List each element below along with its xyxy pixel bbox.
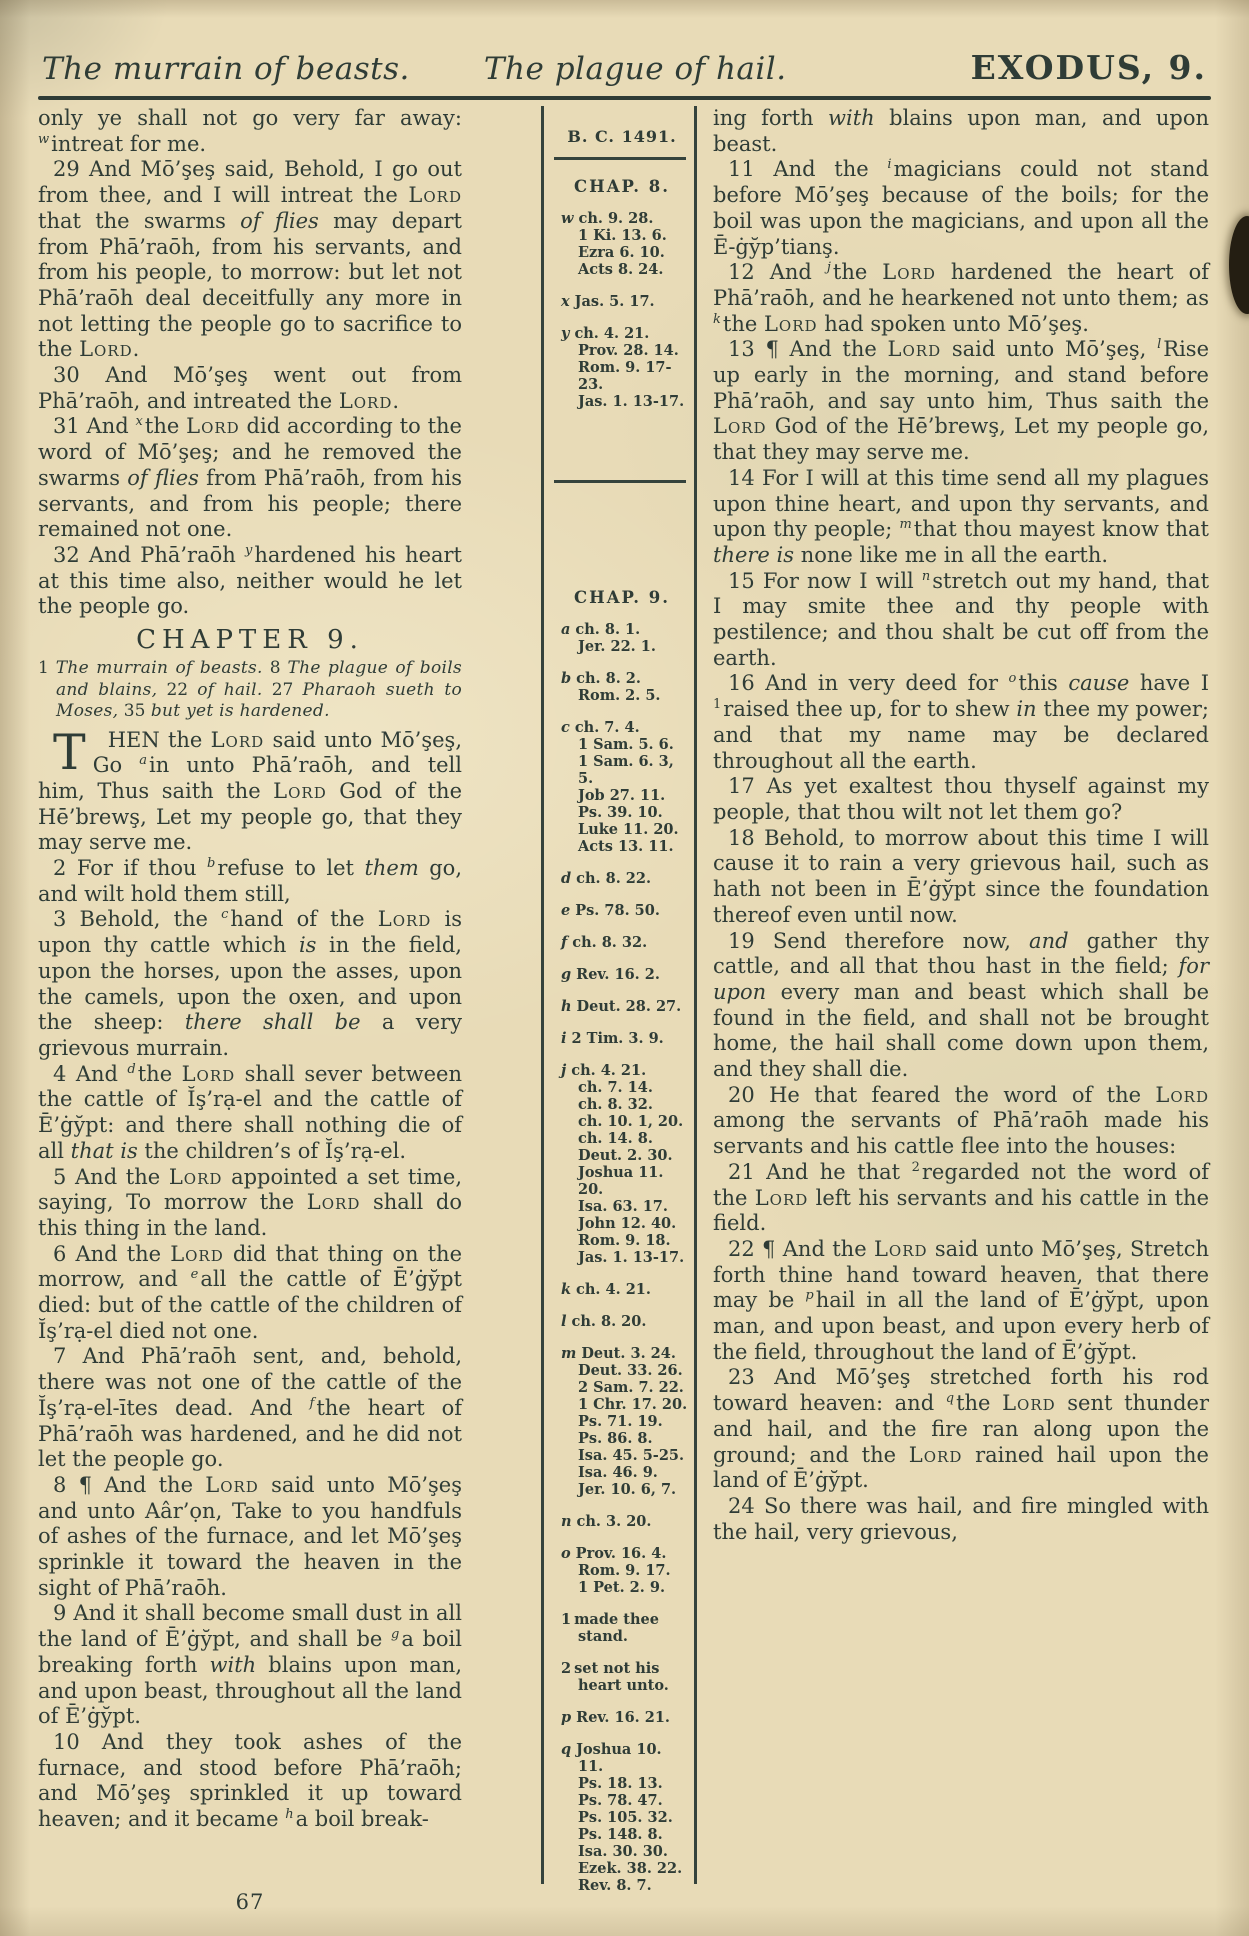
reference-key: x <box>561 293 570 310</box>
margin-ref-marker: e <box>190 1267 199 1283</box>
margin-ref-marker: d <box>127 1061 136 1077</box>
reference-lines: Deut. 28. 27. <box>576 998 682 1015</box>
spacer <box>554 410 690 468</box>
reference-key: y <box>561 325 570 342</box>
reference-key: d <box>561 870 572 887</box>
reference-key: m <box>561 1345 577 1362</box>
reference-lines: set not his heart unto. <box>574 1660 669 1694</box>
margin-ref-marker: 1 <box>713 697 722 713</box>
cross-reference-column <box>541 106 697 1894</box>
verse-paragraph: 12 And $^j$the Lord hardened the heart of Phā’raōh, and he hearkened not unto them; as $^k$the Lord had spoken unto Mō’şeş. <box>713 260 1209 336</box>
cross-reference-entry <box>554 1545 690 1596</box>
verse-paragraph: 3 Behold, the $^c$hand of the Lord is upon thy cattle which is in the field, upon the horses, upon the asses, upon the camels, upon the oxen, and upon the sheep: there shall be a very grievous murrain. <box>38 907 463 1060</box>
margin-ref-marker: j <box>826 260 831 276</box>
right-text-column <box>713 106 1209 1884</box>
verse-paragraph: 7 And Phā’raōh sent, and, behold, there was not one of the cattle of the Ĭş’rạ-el-ītes dead. And $^f$the heart of Phā’raōh was hardened, and he did not let the people go. <box>38 1344 462 1472</box>
column-divider-rule <box>554 157 686 160</box>
chapter-ref-heading: CHAP. 8. <box>574 177 670 196</box>
verse-paragraph: 2 For if thou $^b$refuse to let them go, and wilt hold them still, <box>38 856 462 906</box>
header-rule <box>38 96 1211 100</box>
reference-lines: ch. 4. 21. <box>576 1281 651 1298</box>
margin-ref-marker: x <box>135 414 143 430</box>
cross-reference-entry <box>554 902 690 919</box>
reference-lines: ch. 8. 22. <box>576 870 652 887</box>
reference-lines: ch. 3. 20. <box>576 1513 652 1530</box>
reference-lines: ch. 8. 2. Rom. 2. 5. <box>576 670 661 704</box>
reference-key: a <box>561 621 571 638</box>
reference-key: 1 <box>561 1611 572 1628</box>
verse-paragraph: 4 And $^d$the Lord shall sever between the cattle of Ĭş’rạ-el and the cattle of Ē’ġy̆pt: and there shall nothing die of all that is the children’s of Ĭş’rạ-el. <box>38 1061 462 1163</box>
chapter-heading: CHAPTER 9. <box>136 625 364 656</box>
verse-paragraph: 23 And Mō’şeş stretched forth his rod toward heaven: and $^q$the Lord sent thunder and hail, and the fire ran along upon the ground; and the Lord rained hail upon the land of Ē’ġy̆pt. <box>713 1365 1209 1493</box>
verse-paragraph: 15 For now I will $^n$stretch out my hand, that I may smite thee and thy people with pestilence; and thou shalt be cut off from the earth. <box>713 568 1210 670</box>
cross-reference-entry <box>554 1513 690 1530</box>
verse-paragraph: 21 And he that $^2$regarded not the word of the Lord left his servants and his cattle in the field. <box>713 1159 1209 1236</box>
verse-paragraph: 10 And they took ashes of the furnace, and stood before Phā’raōh; and Mō’şeş sprinkled it up toward heaven; and it became $^h$a boil break- <box>38 1729 462 1832</box>
verse-paragraph: 32 And Phā’raōh $^y$hardened his heart at this time also, neither would he let the people go. <box>38 542 462 619</box>
cross-reference-entry <box>554 621 690 655</box>
verse-paragraph: 19 Send therefore now, and gather thy cattle, and all that thou hast in the field; for upon every man and beast which shall be found in the field, and shall not be brought home, the hail shall come down upon them, and they shall die. <box>713 928 1209 1082</box>
margin-ref-marker: 2 <box>911 1159 920 1175</box>
verse-paragraph: ing forth with blains upon man, and upon beast. <box>713 106 1210 156</box>
reference-key: k <box>561 1281 572 1298</box>
margin-ref-marker: a <box>139 753 148 769</box>
margin-ref-marker: k <box>713 311 721 327</box>
margin-ref-marker: o <box>1008 671 1017 687</box>
margin-ref-marker: b <box>207 856 216 872</box>
cross-reference-entry <box>554 1030 690 1047</box>
verse-paragraph: 9 And it shall become small dust in all the land of Ē’ġy̆pt, and shall be $^g$a boil breaking forth with blains upon man, and upon beast, throughout all the land of Ē’ġy̆pt. <box>38 1601 463 1729</box>
reference-lines: ch. 4. 21. ch. 7. 14. ch. 8. 32. ch. 10. 1, 20. ch. 14. 8. Deut. 2. 30. Joshua 11. 20. Isa. 63. 17. John 12. 40. Rom. 9. 18. Jas. 1. 13-17. <box>571 1062 685 1266</box>
cross-reference-entry <box>554 293 690 310</box>
margin-ref-marker: w <box>38 131 50 147</box>
reference-key: i <box>561 1030 567 1047</box>
page-number: 67 <box>235 1890 265 1914</box>
verse-paragraph: 29 And Mō’şeş said, Behold, I go out from thee, and I will intreat the Lord that the swarms of flies may depart from Phā’raōh, from his servants, and from his people, to morrow: but let not Phā’raōh deal deceitfully any more in not letting the people go to sacrifice to the Lord. <box>38 157 462 362</box>
verse-paragraph: 11 And the $^i$magicians could not stand before Mō’şeş because of the boils; for the boil was upon the magicians, and upon all the Ē-ġy̆p’tianş. <box>713 157 1209 259</box>
cross-reference-entry <box>554 1313 690 1330</box>
running-head-center: The plague of hail. <box>483 51 787 87</box>
book-chapter-title: EXODUS, 9. <box>970 48 1207 87</box>
verse-paragraph: 8 ¶ And the Lord said unto Mō’şeş and unto Aâr’ọn, Take to you handfuls of ashes of the furnace, and let Mō’şeş sprinkle it toward the heaven in the sight of Phā’raōh. <box>38 1472 462 1600</box>
reference-key: g <box>561 966 572 983</box>
reference-key: p <box>561 1709 572 1726</box>
cross-reference-entry <box>554 966 690 983</box>
reference-lines: ch. 7. 4. 1 Sam. 5. 6. 1 Sam. 6. 3, 5. Job 27. 11. Ps. 39. 10. Luke 11. 20. Acts 13. 11. <box>574 719 679 855</box>
cross-reference-entry <box>554 670 690 704</box>
cross-reference-entry <box>554 1741 690 1894</box>
cross-reference-entry <box>554 1611 690 1645</box>
spacer <box>554 483 690 571</box>
reference-lines: Jas. 5. 17. <box>574 293 655 310</box>
cross-reference-entry <box>554 210 690 278</box>
cross-reference-entry <box>554 934 690 951</box>
cross-reference-entry <box>554 325 690 410</box>
margin-ref-marker: i <box>887 157 892 173</box>
verse-paragraph: T HEN the Lord said unto Mō’şeş, Go $^a$in unto Phā’raōh, and tell him, Thus saith the Lord God of the Hē’brewş, Let my people go, that they may serve me. <box>38 723 463 855</box>
text-block <box>38 106 1210 1894</box>
reference-key: j <box>561 1062 567 1079</box>
reference-key: w <box>561 210 574 227</box>
reference-key: n <box>561 1513 572 1530</box>
cross-reference-entry <box>554 1281 690 1298</box>
margin-ref-marker: n <box>921 568 931 584</box>
reference-key: 2 <box>561 1660 572 1677</box>
verse-paragraph: 16 And in very deed for $^o$this cause have I $^1$raised thee up, for to shew in thee my power; and that my name may be declared throughout all the earth. <box>713 671 1209 773</box>
cross-reference-entry <box>554 870 690 887</box>
verse-paragraph: 22 ¶ And the Lord said unto Mō’şeş, Stretch forth thine hand toward heaven, that there may be $^p$hail in all the land of Ē’ġy̆pt, upon man, and upon beast, and upon every herb of the field, throughout the land of Ē’ġy̆pt. <box>713 1236 1209 1364</box>
reference-lines: ch. 8. 20. <box>571 1313 647 1330</box>
margin-ref-marker: m <box>899 517 912 533</box>
margin-ref-marker: q <box>945 1391 955 1407</box>
verse-paragraph: 24 So there was hail, and fire mingled with the hail, very grievous, <box>713 1493 1209 1544</box>
cross-reference-entry <box>554 1709 690 1726</box>
reference-lines: ch. 9. 28. 1 Ki. 13. 6. Ezra 6. 10. Acts 8. 24. <box>578 210 667 278</box>
page-edge-artifact <box>1229 216 1249 314</box>
reference-lines: ch. 8. 1. Jer. 22. 1. <box>575 621 656 655</box>
reference-key: l <box>561 1313 567 1330</box>
reference-lines: 2 Tim. 3. 9. <box>571 1030 664 1047</box>
reference-lines: Prov. 16. 4. Rom. 9. 17. 1 Pet. 2. 9. <box>575 1545 671 1596</box>
reference-lines: Ps. 78. 50. <box>575 902 660 919</box>
cross-reference-entry <box>554 998 690 1015</box>
cross-reference-entry <box>554 1660 690 1694</box>
cross-reference-entry <box>554 1062 690 1266</box>
margin-ref-marker: c <box>221 907 229 923</box>
left-text-column <box>38 106 462 1884</box>
reference-key: o <box>561 1545 571 1562</box>
verse-paragraph: 18 Behold, to morrow about this time I will cause it to rain a very grievous hail, such as hath not been in Ē’ġy̆pt since the foundation thereof even until now. <box>713 825 1209 927</box>
reference-lines: Rev. 16. 21. <box>576 1709 670 1726</box>
reference-lines: ch. 4. 21. Prov. 28. 14. Rom. 9. 17-23. Jas. 1. 13-17. <box>574 325 685 410</box>
reference-lines: ch. 8. 32. <box>572 934 648 951</box>
margin-ref-marker: f <box>309 1395 315 1411</box>
margin-ref-marker: l <box>1157 337 1162 353</box>
reference-lines: Joshua 10. 11. Ps. 18. 13. Ps. 78. 47. Ps. 105. 32. Ps. 148. 8. Isa. 30. 30. Ezek. 38. 22. Rev. 8. 7. <box>576 1741 683 1894</box>
running-head-left: The murrain of beasts. <box>42 51 410 87</box>
margin-ref-marker: h <box>285 1807 294 1823</box>
reference-lines: Deut. 3. 24. Deut. 33. 26. 2 Sam. 7. 22. 1 Chr. 17. 20. Ps. 71. 19. Ps. 86. 8. Isa. 45. 5-25. Isa. 46. 9. Jer. 10. 6, 7. <box>578 1345 688 1498</box>
verse-paragraph: 14 For I will at this time send all my plagues upon thine heart, and upon thy servants, and upon thy people; $^m$that thou mayest know that there is none like me in all the earth. <box>713 465 1209 567</box>
reference-key: q <box>561 1741 572 1758</box>
margin-ref-marker: y <box>244 542 253 558</box>
verse-paragraph: 6 And the Lord did that thing on the morrow, and $^e$all the cattle of Ē’ġy̆pt died: but of the cattle of the children of Ĭş’rạ-el died not one. <box>38 1241 462 1343</box>
margin-ref-marker: p <box>805 1288 814 1304</box>
cross-reference-entry <box>554 1345 690 1498</box>
verse-paragraph: 20 He that feared the word of the Lord among the servants of Phā’raōh made his servants and his cattle flee into the houses: <box>713 1082 1209 1159</box>
running-header <box>42 48 1207 87</box>
reference-key: f <box>561 934 568 951</box>
verse-paragraph: 13 ¶ And the Lord said unto Mō’şeş, $^l$Rise up early in the morning, and stand before Phā’raōh, and say unto him, Thus saith the Lord God of the Hē’brewş, Let my people go, that they may serve me. <box>713 337 1209 465</box>
verse-paragraph: 5 And the Lord appointed a set time, saying, To morrow the Lord shall do this thing in the land. <box>38 1164 462 1240</box>
reference-key: e <box>561 902 571 919</box>
page-footer <box>38 1890 462 1914</box>
reference-key: b <box>561 670 572 687</box>
reference-lines: made thee stand. <box>574 1611 659 1645</box>
verse-paragraph: 17 As yet exaltest thou thyself against my people, that thou wilt not let them go? <box>713 774 1209 824</box>
margin-ref-marker: g <box>390 1627 400 1643</box>
reference-key: c <box>561 719 570 736</box>
reference-lines: Rev. 16. 2. <box>576 966 660 983</box>
date-label: B. C. 1491. <box>567 127 677 146</box>
reference-key: h <box>561 998 572 1015</box>
drop-cap-initial: T <box>53 723 86 781</box>
cross-reference-entry <box>554 719 690 855</box>
chapter-ref-heading: CHAP. 9. <box>574 588 670 607</box>
verse-paragraph: 31 And $^x$the Lord did according to the word of Mō’şeş; and he removed the swarms of flies from Phā’raōh, from his servants, and from his people; there remained not one. <box>38 414 462 542</box>
verse-paragraph: 30 And Mō’şeş went out from Phā’raōh, and intreated the Lord. <box>38 363 462 413</box>
verse-paragraph: only ye shall not go very far away: $^w$intreat for me. <box>38 106 462 156</box>
chapter-summary: 1 The murrain of beasts. 8 The plague of boils and blains, 22 of hail. 27 Pharaoh sueth to Moses, 35 but yet is hardened. <box>38 658 462 722</box>
